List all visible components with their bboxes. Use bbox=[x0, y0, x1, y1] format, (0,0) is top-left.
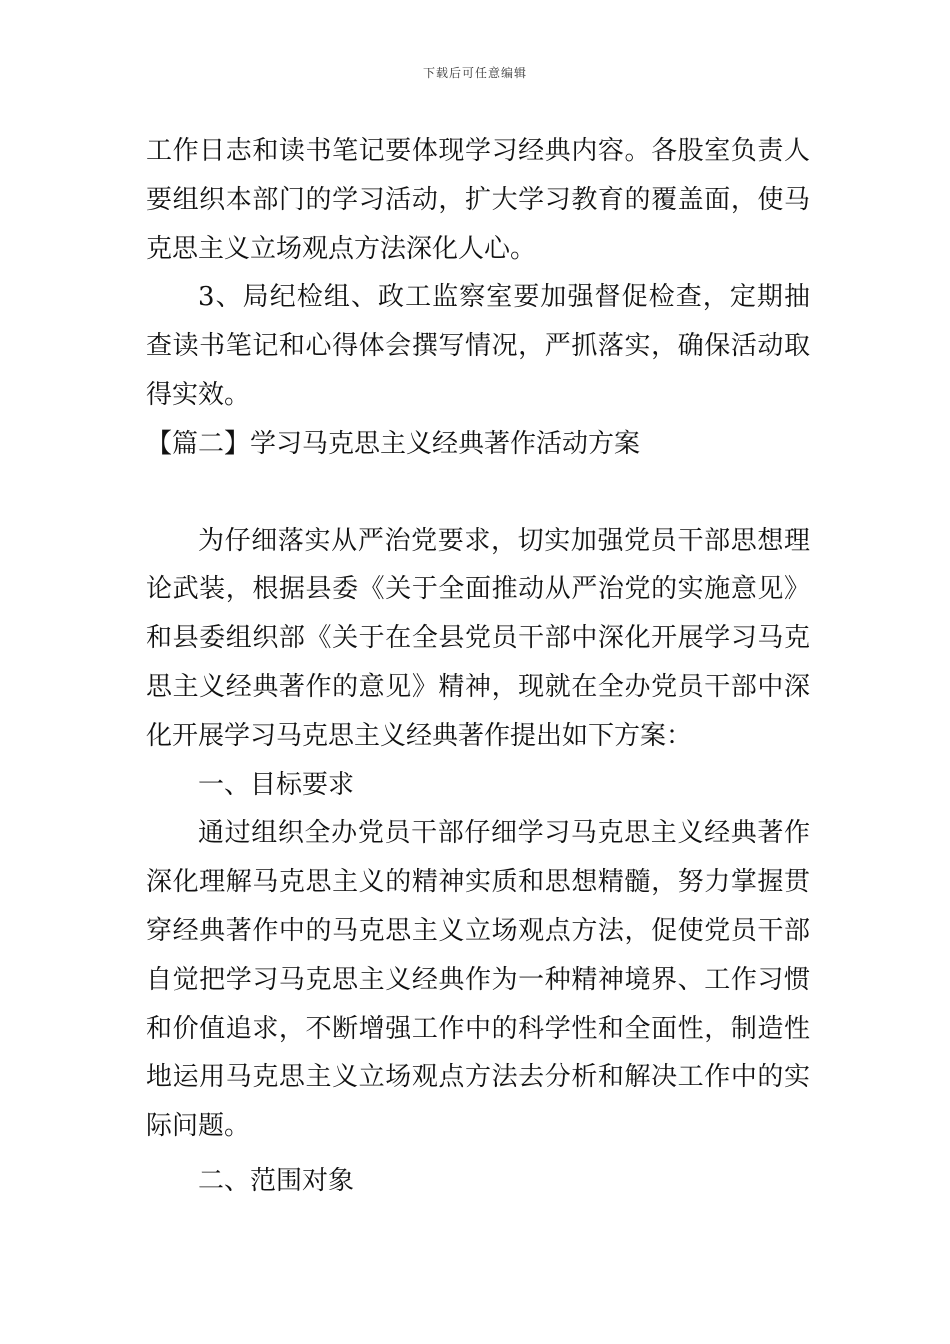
blank-line bbox=[146, 469, 810, 517]
paragraph-study-notes: 工作日志和读书笔记要体现学习经典内容。各股室负责人要组织本部门的学习活动，扩大学习教育的覆盖面，使马克思主义立场观点方法深化人心。 bbox=[146, 136, 810, 264]
paragraph-goals: 通过组织全办党员干部仔细学习马克思主义经典著作深化理解马克思主义的精神实质和思想精髓，努力掌握贯穿经典著作中的马克思主义立场观点方法，促使党员干部自觉把学习马克思主义经典作为一种精神境界、工作习惯和价值追求，不断增强工作中的科学性和全面性，制造性地运用马克思主义立场观点方法去分析和解决工作中的实际问题。 bbox=[146, 818, 810, 1142]
heading-goals: 一、目标要求 bbox=[198, 769, 355, 800]
paragraph-supervision: 3、局纪检组、政工监察室要加强督促检查，定期抽查读书笔记和心得体会撰写情况，严抓落实，确保活动取得实效。 bbox=[146, 282, 810, 410]
paragraph-intro: 为仔细落实从严治党要求，切实加强党员干部思想理论武装，根据县委《关于全面推动从严治党的实施意见》和县委组织部《关于在全县党员干部中深化开展学习马克思主义经典著作的意见》精神，现就在全办党员干部中深化开展学习马克思主义经典著作提出如下方案： bbox=[146, 525, 810, 751]
heading-scope: 二、范围对象 bbox=[198, 1165, 355, 1196]
document-body bbox=[146, 127, 810, 1206]
section-title: 【篇二】学习马克思主义经典著作活动方案 bbox=[146, 428, 641, 459]
page-header-note: 下载后可任意编辑 bbox=[422, 66, 527, 80]
